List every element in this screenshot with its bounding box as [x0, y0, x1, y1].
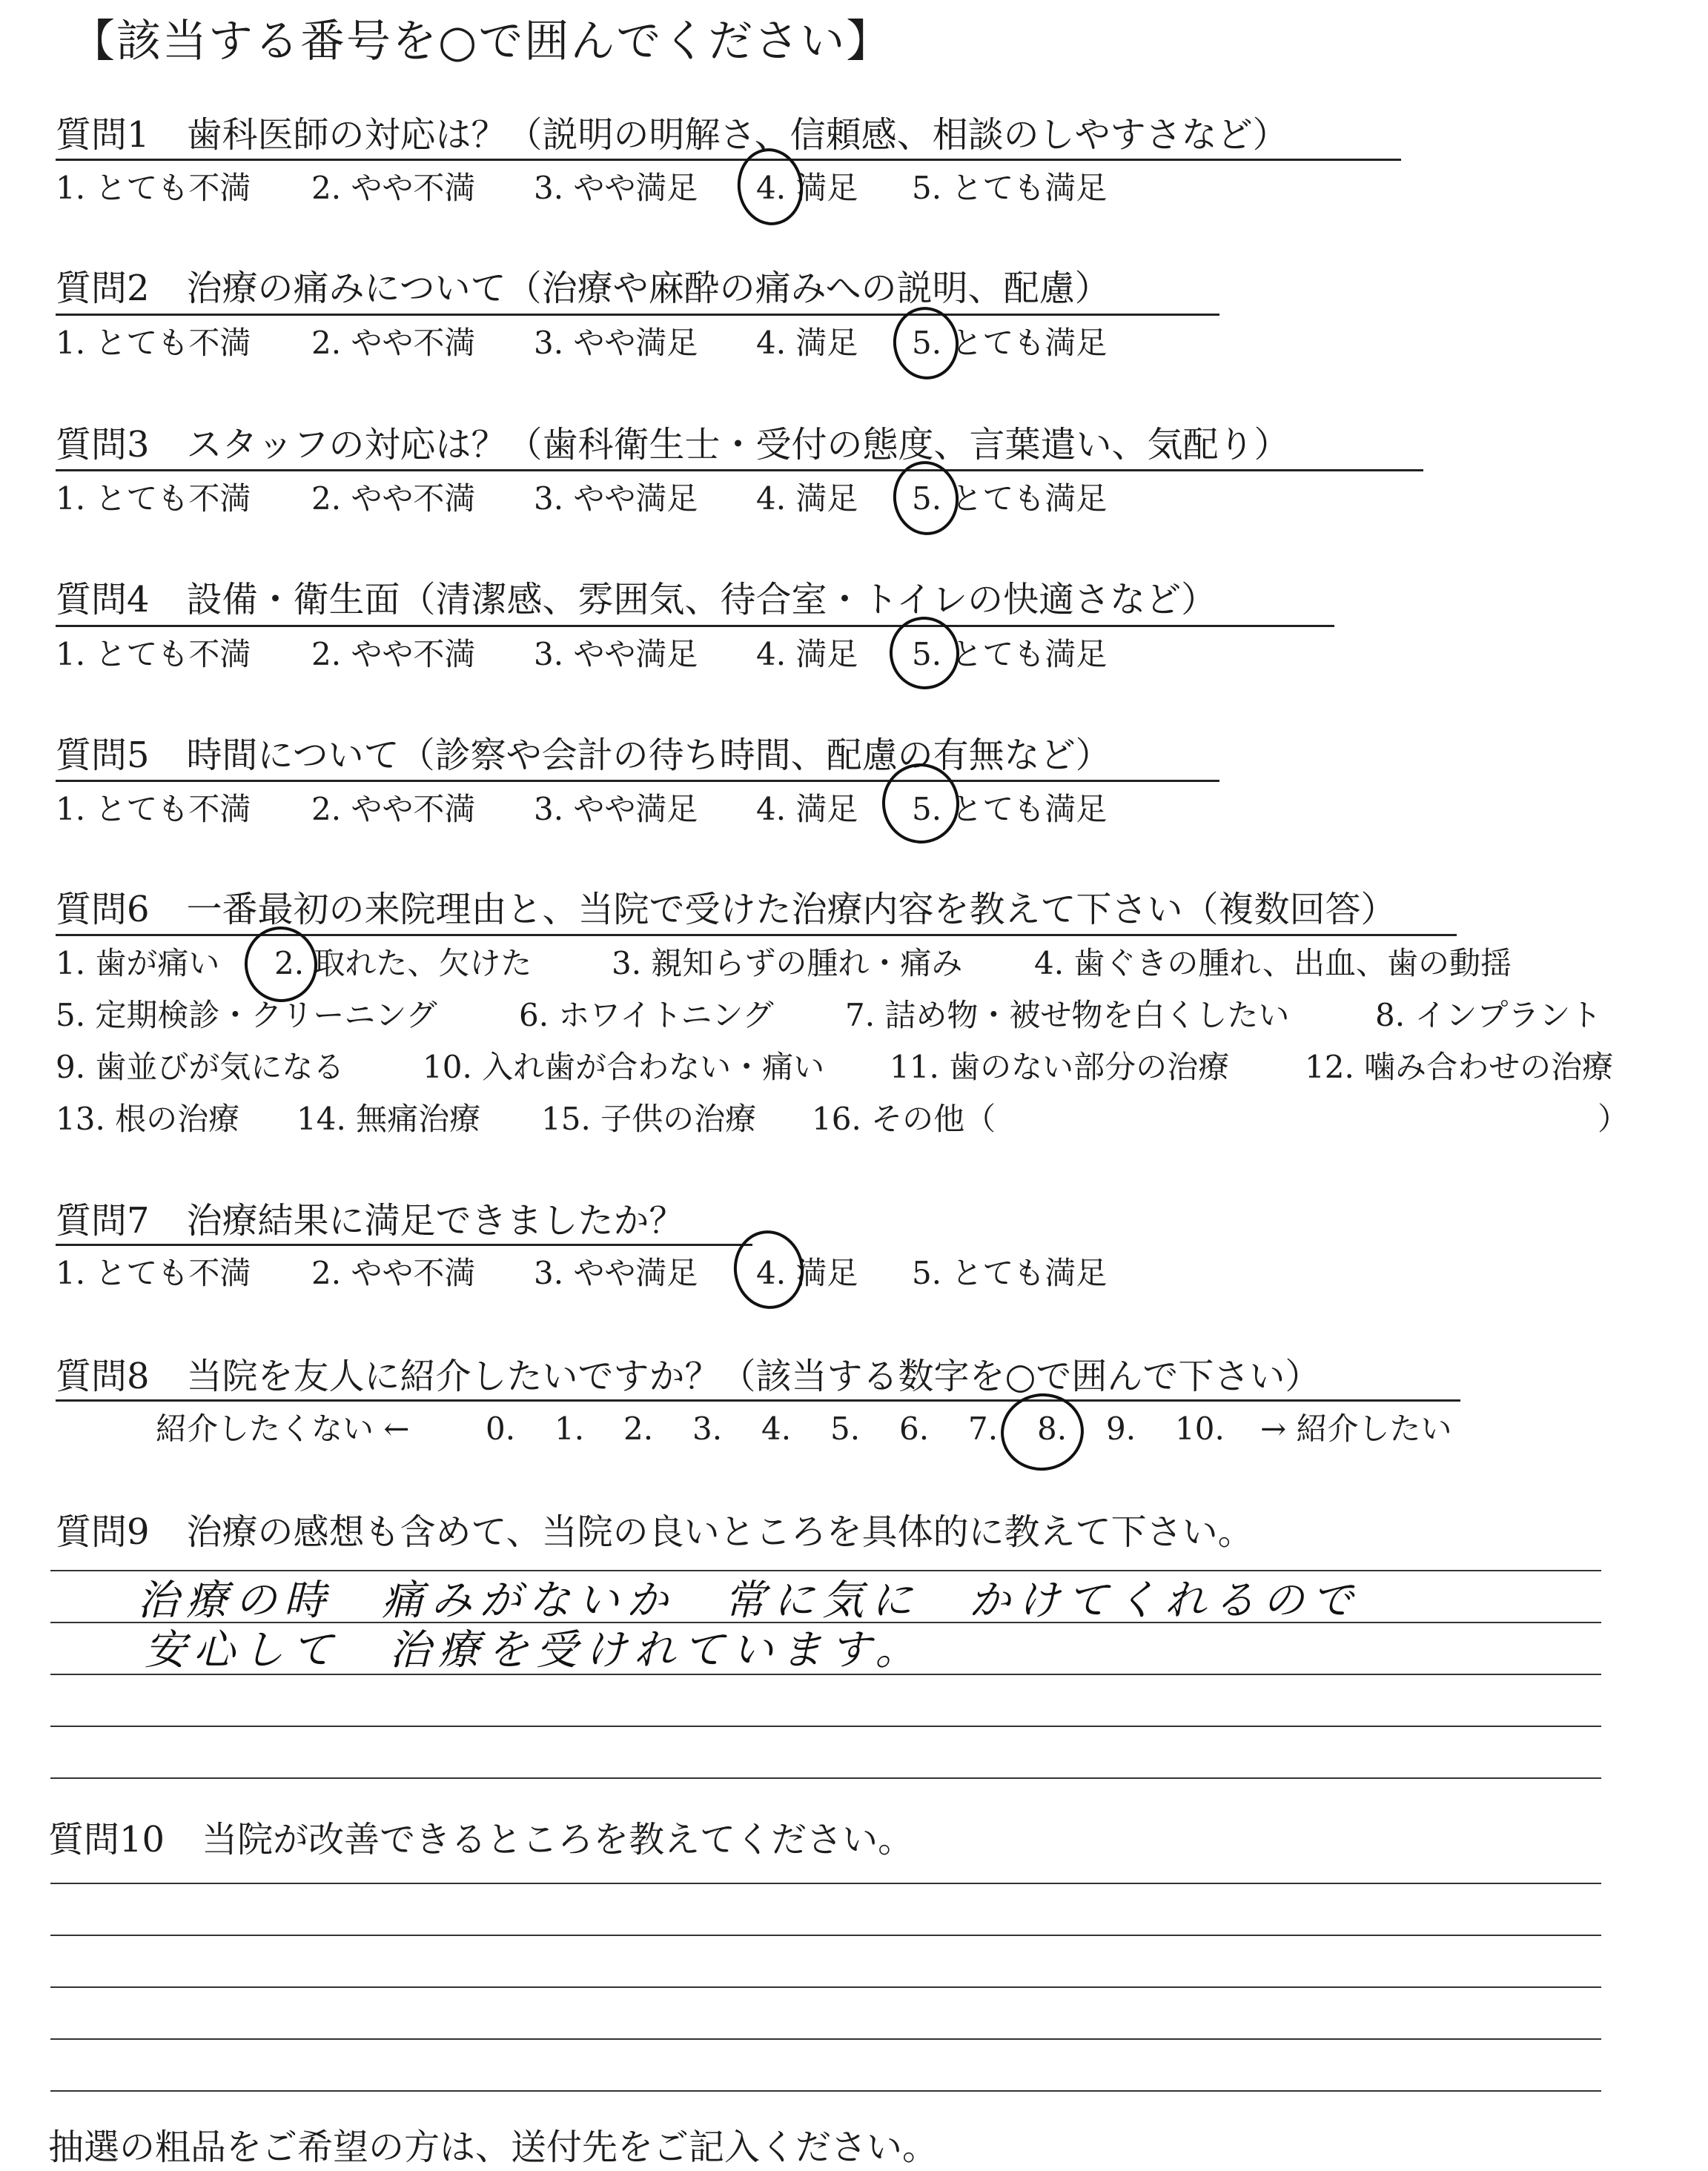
option-5[interactable]: 5. とても満足 [912, 325, 1108, 361]
question-text: 設備・衛生面（清潔感、雰囲気、待合室・トイレの快適さなど） [186, 579, 1217, 620]
question-4 [56, 576, 1217, 623]
question-label: 質問3 [56, 424, 150, 465]
option-2[interactable]: 2. やや不満 [311, 480, 476, 517]
q6-option-6[interactable]: 6. ホワイトニング [519, 997, 774, 1033]
question-label: 質問8 [56, 1356, 150, 1397]
question-label: 質問2 [56, 268, 150, 309]
question-2-underline [56, 314, 1219, 316]
question-label: 質問6 [56, 889, 150, 930]
scale-right-label: → 紹介したい [1260, 1411, 1452, 1447]
scale-left-label: 紹介したくない ← [156, 1411, 410, 1447]
scale-7[interactable]: 7. [968, 1411, 999, 1447]
option-4[interactable]: 4. 満足 [756, 1255, 858, 1291]
q6-option-11[interactable]: 11. 歯のない部分の治療 [890, 1049, 1230, 1085]
question-2 [56, 265, 1110, 312]
q6-option-3[interactable]: 3. 親知らずの腫れ・痛み [612, 945, 963, 981]
q8-scale [56, 1408, 1538, 1453]
option-3[interactable]: 3. やや満足 [534, 1255, 698, 1291]
q6-option-16[interactable]: 16. その他（ [812, 1101, 996, 1137]
question-10 [48, 1816, 913, 1863]
option-1[interactable]: 1. とても不満 [56, 636, 251, 672]
q6-option-9[interactable]: 9. 歯並びが気になる [56, 1049, 345, 1085]
option-1[interactable]: 1. とても不満 [56, 1255, 251, 1291]
question-text: 当院が改善できるところを教えてください。 [202, 1819, 914, 1860]
scale-4[interactable]: 4. [761, 1411, 792, 1447]
answer-line [50, 2090, 1601, 2092]
option-1[interactable]: 1. とても不満 [56, 325, 251, 361]
scale-8[interactable]: 8. [1037, 1411, 1068, 1447]
question-label: 質問10 [48, 1819, 165, 1860]
q6-option-14[interactable]: 14. 無痛治療 [297, 1101, 481, 1137]
option-4[interactable]: 4. 満足 [756, 325, 858, 361]
question-1 [56, 111, 1288, 159]
q6-option-12[interactable]: 12. 噛み合わせの治療 [1305, 1049, 1614, 1085]
question-3-underline [56, 469, 1423, 471]
question-9 [56, 1508, 1254, 1556]
answer-line [50, 2038, 1601, 2040]
option-3[interactable]: 3. やや満足 [534, 170, 698, 206]
option-5[interactable]: 5. とても満足 [912, 1255, 1108, 1291]
question-1-underline [56, 159, 1401, 161]
q6-option-5[interactable]: 5. 定期検診・クリーニング [56, 997, 437, 1033]
answer-line [50, 1935, 1601, 1936]
rating-row-q2 [56, 322, 1316, 367]
option-5[interactable]: 5. とても満足 [912, 791, 1108, 827]
q6-option-13[interactable]: 13. 根の治療 [56, 1101, 240, 1137]
rating-row-q7 [56, 1253, 1316, 1297]
q6-option-1[interactable]: 1. 歯が痛い [56, 945, 220, 981]
scale-10[interactable]: 10. [1175, 1411, 1225, 1447]
option-1[interactable]: 1. とても不満 [56, 480, 251, 517]
question-5 [56, 732, 1111, 779]
option-5[interactable]: 5. とても満足 [912, 170, 1108, 206]
question-7-underline [56, 1244, 752, 1246]
question-8-underline [56, 1399, 1460, 1402]
question-7 [56, 1197, 685, 1244]
option-2[interactable]: 2. やや不満 [311, 636, 476, 672]
question-text: 時間について（診察や会計の待ち時間、配慮の有無など） [186, 735, 1111, 776]
q6-option-8[interactable]: 8. インプラント [1375, 997, 1602, 1033]
scale-6[interactable]: 6. [899, 1411, 930, 1447]
answer-line [50, 1883, 1601, 1884]
question-text: スタッフの対応は？（歯科衛生士・受付の態度、言葉遣い、気配り） [186, 424, 1290, 465]
handwritten-answer-line-1: 治療の時 痛みがないか 常に気に かけてくれるので [137, 1577, 1360, 1625]
option-2[interactable]: 2. やや不満 [311, 1255, 476, 1291]
option-2[interactable]: 2. やや不満 [311, 325, 476, 361]
option-3[interactable]: 3. やや満足 [534, 480, 698, 517]
question-6 [56, 886, 1397, 933]
rating-row-q4 [56, 634, 1316, 678]
answer-line [50, 1777, 1601, 1779]
option-4[interactable]: 4. 満足 [756, 791, 858, 827]
question-4-underline [56, 625, 1334, 627]
question-text: 当院を友人に紹介したいですか？（該当する数字を○で囲んで下さい） [186, 1356, 1321, 1397]
scale-1[interactable]: 1. [555, 1411, 585, 1447]
question-label: 質問4 [56, 579, 150, 620]
question-3 [56, 421, 1290, 468]
q6-other-close-paren: ） [1598, 1101, 1629, 1137]
q6-option-15[interactable]: 15. 子供の治療 [541, 1101, 757, 1137]
rating-row-q3 [56, 478, 1316, 523]
option-1[interactable]: 1. とても不満 [56, 170, 251, 206]
option-3[interactable]: 3. やや満足 [534, 325, 698, 361]
option-3[interactable]: 3. やや満足 [534, 791, 698, 827]
q6-option-10[interactable]: 10. 入れ歯が合わない・痛い [423, 1049, 825, 1085]
question-label: 質問7 [56, 1200, 150, 1242]
scale-9[interactable]: 9. [1106, 1411, 1136, 1447]
answer-line [50, 1570, 1601, 1571]
question-text: 治療結果に満足できましたか？ [186, 1200, 685, 1242]
q6-option-2[interactable]: 2. 取れた、欠けた [274, 945, 532, 981]
prize-request-text: 抽選の粗品をご希望の方は、送付先をご記入ください。 [48, 2127, 939, 2168]
option-5[interactable]: 5. とても満足 [912, 480, 1108, 517]
option-4[interactable]: 4. 満足 [756, 636, 858, 672]
option-5[interactable]: 5. とても満足 [912, 636, 1108, 672]
question-label: 質問9 [56, 1511, 150, 1553]
question-text: 歯科医師の対応は？（説明の明解さ、信頼感、相談のしやすさなど） [186, 114, 1288, 156]
handwritten-answer-line-2: 安心して 治療を受けれています。 [145, 1626, 924, 1674]
option-2[interactable]: 2. やや不満 [311, 791, 476, 827]
scale-0[interactable]: 0. [486, 1411, 516, 1447]
option-1[interactable]: 1. とても不満 [56, 791, 251, 827]
option-4[interactable]: 4. 満足 [756, 480, 858, 517]
scale-5[interactable]: 5. [830, 1411, 861, 1447]
answer-line [50, 1726, 1601, 1727]
page-title: 【該当する番号を○で囲んでください】 [70, 16, 893, 67]
answer-circle-q7 [729, 1226, 809, 1313]
option-4[interactable]: 4. 満足 [756, 170, 858, 206]
scale-3[interactable]: 3. [692, 1411, 723, 1447]
q6-option-4[interactable]: 4. 歯ぐきの腫れ、出血、歯の動揺 [1034, 945, 1512, 981]
question-label: 質問5 [56, 735, 150, 776]
question-5-underline [56, 780, 1219, 782]
question-text: 治療の感想も含めて、当院の良いところを具体的に教えて下さい。 [186, 1511, 1254, 1553]
rating-row-q1 [56, 168, 1316, 212]
scale-2[interactable]: 2. [623, 1411, 654, 1447]
question-text: 治療の痛みについて（治療や麻酔の痛みへの説明、配慮） [186, 268, 1110, 309]
question-label: 質問1 [56, 114, 150, 156]
question-text: 一番最初の来院理由と、当院で受けた治療内容を教えて下さい（複数回答） [186, 889, 1397, 930]
option-3[interactable]: 3. やや満足 [534, 636, 698, 672]
answer-line [50, 1986, 1601, 1988]
q6-option-7[interactable]: 7. 詰め物・被せ物を白くしたい [845, 997, 1290, 1033]
question-8 [56, 1353, 1320, 1400]
option-2[interactable]: 2. やや不満 [311, 170, 476, 206]
rating-row-q5 [56, 789, 1316, 833]
